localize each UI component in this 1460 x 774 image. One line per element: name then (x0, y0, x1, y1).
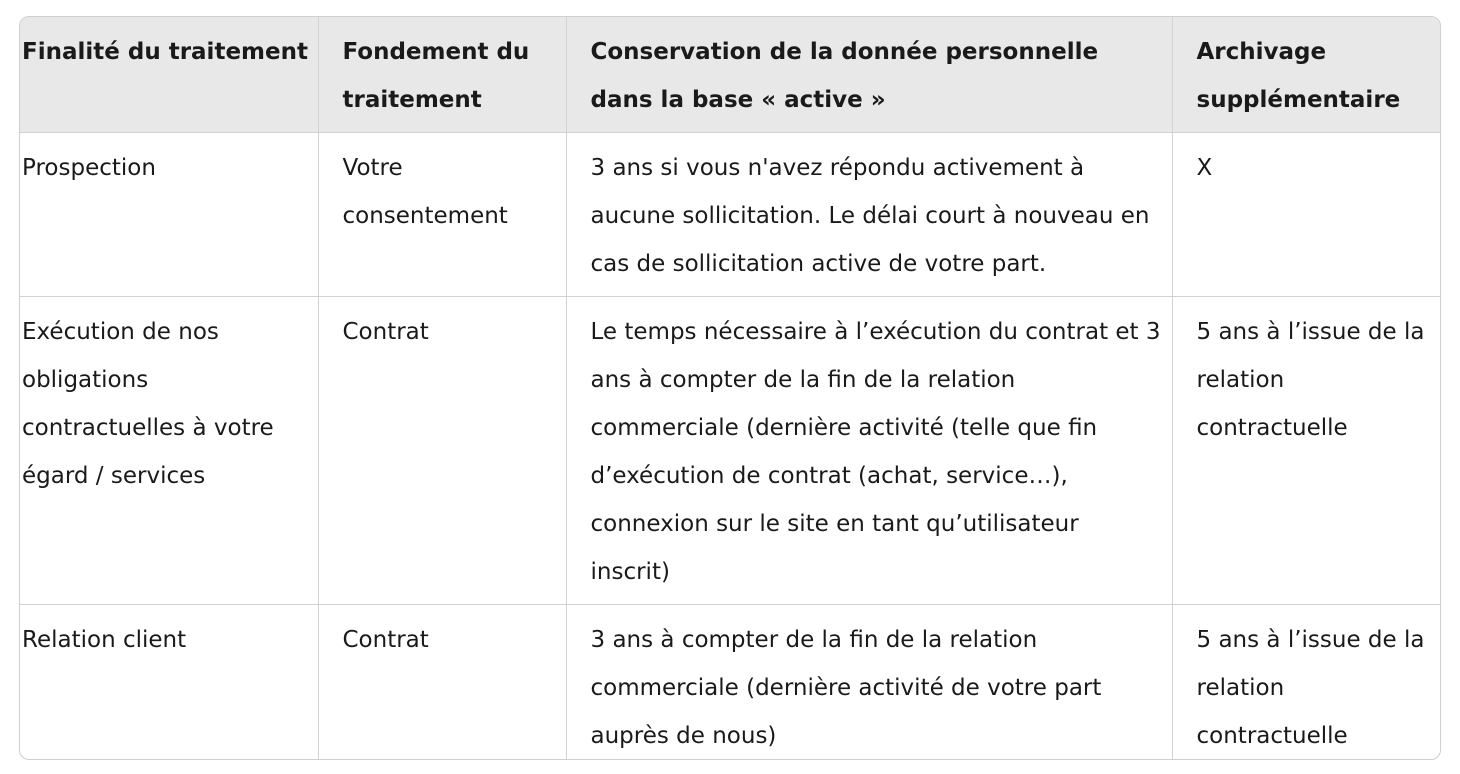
cell-active-retention: 3 ans si vous n'avez répondu activement à aucune sollicitation. Le délai court à nouveau en cas de sollicitation active de votre part. (566, 133, 1172, 297)
table-header (20, 17, 1440, 133)
table-row (20, 133, 1440, 297)
header-row (20, 17, 1440, 133)
cell-active-retention: Le temps nécessaire à l’exécution du contrat et 3 ans à compter de la fin de la relation commerciale (dernière activité (telle que fin d’exécution de contrat (achat, service…), connexion sur le site en tant qu’utilisateur inscrit) (566, 297, 1172, 605)
cell-purpose: Prospection (20, 133, 318, 297)
cell-legal-basis: Votre consentement (318, 133, 566, 297)
cell-active-retention: 3 ans à compter de la fin de la relation commerciale (dernière activité de votre part auprès de nous) (566, 605, 1172, 761)
header-purpose: Finalité du traitement (20, 17, 318, 133)
data-retention-table (20, 17, 1440, 760)
header-legal-basis: Fondement du traitement (318, 17, 566, 133)
cell-archiving: X (1172, 133, 1440, 297)
table-row (20, 297, 1440, 605)
data-retention-table-container (19, 16, 1441, 760)
cell-legal-basis: Contrat (318, 605, 566, 761)
cell-archiving: 5 ans à l’issue de la relation contractuelle (1196, 627, 1425, 749)
header-archiving: Archivage supplémentaire (1172, 17, 1440, 133)
cell-purpose: Relation client (20, 605, 318, 761)
table-body (20, 133, 1440, 761)
cell-archiving: 5 ans à l’issue de la relation contractuelle (1172, 297, 1440, 605)
cell-purpose: Exécution de nos obligations contractuelles à votre égard / services (20, 297, 318, 605)
cell-legal-basis: Contrat (318, 297, 566, 605)
table-row (20, 605, 1440, 761)
header-active-retention: Conservation de la donnée personnelle dans la base « active » (566, 17, 1172, 133)
